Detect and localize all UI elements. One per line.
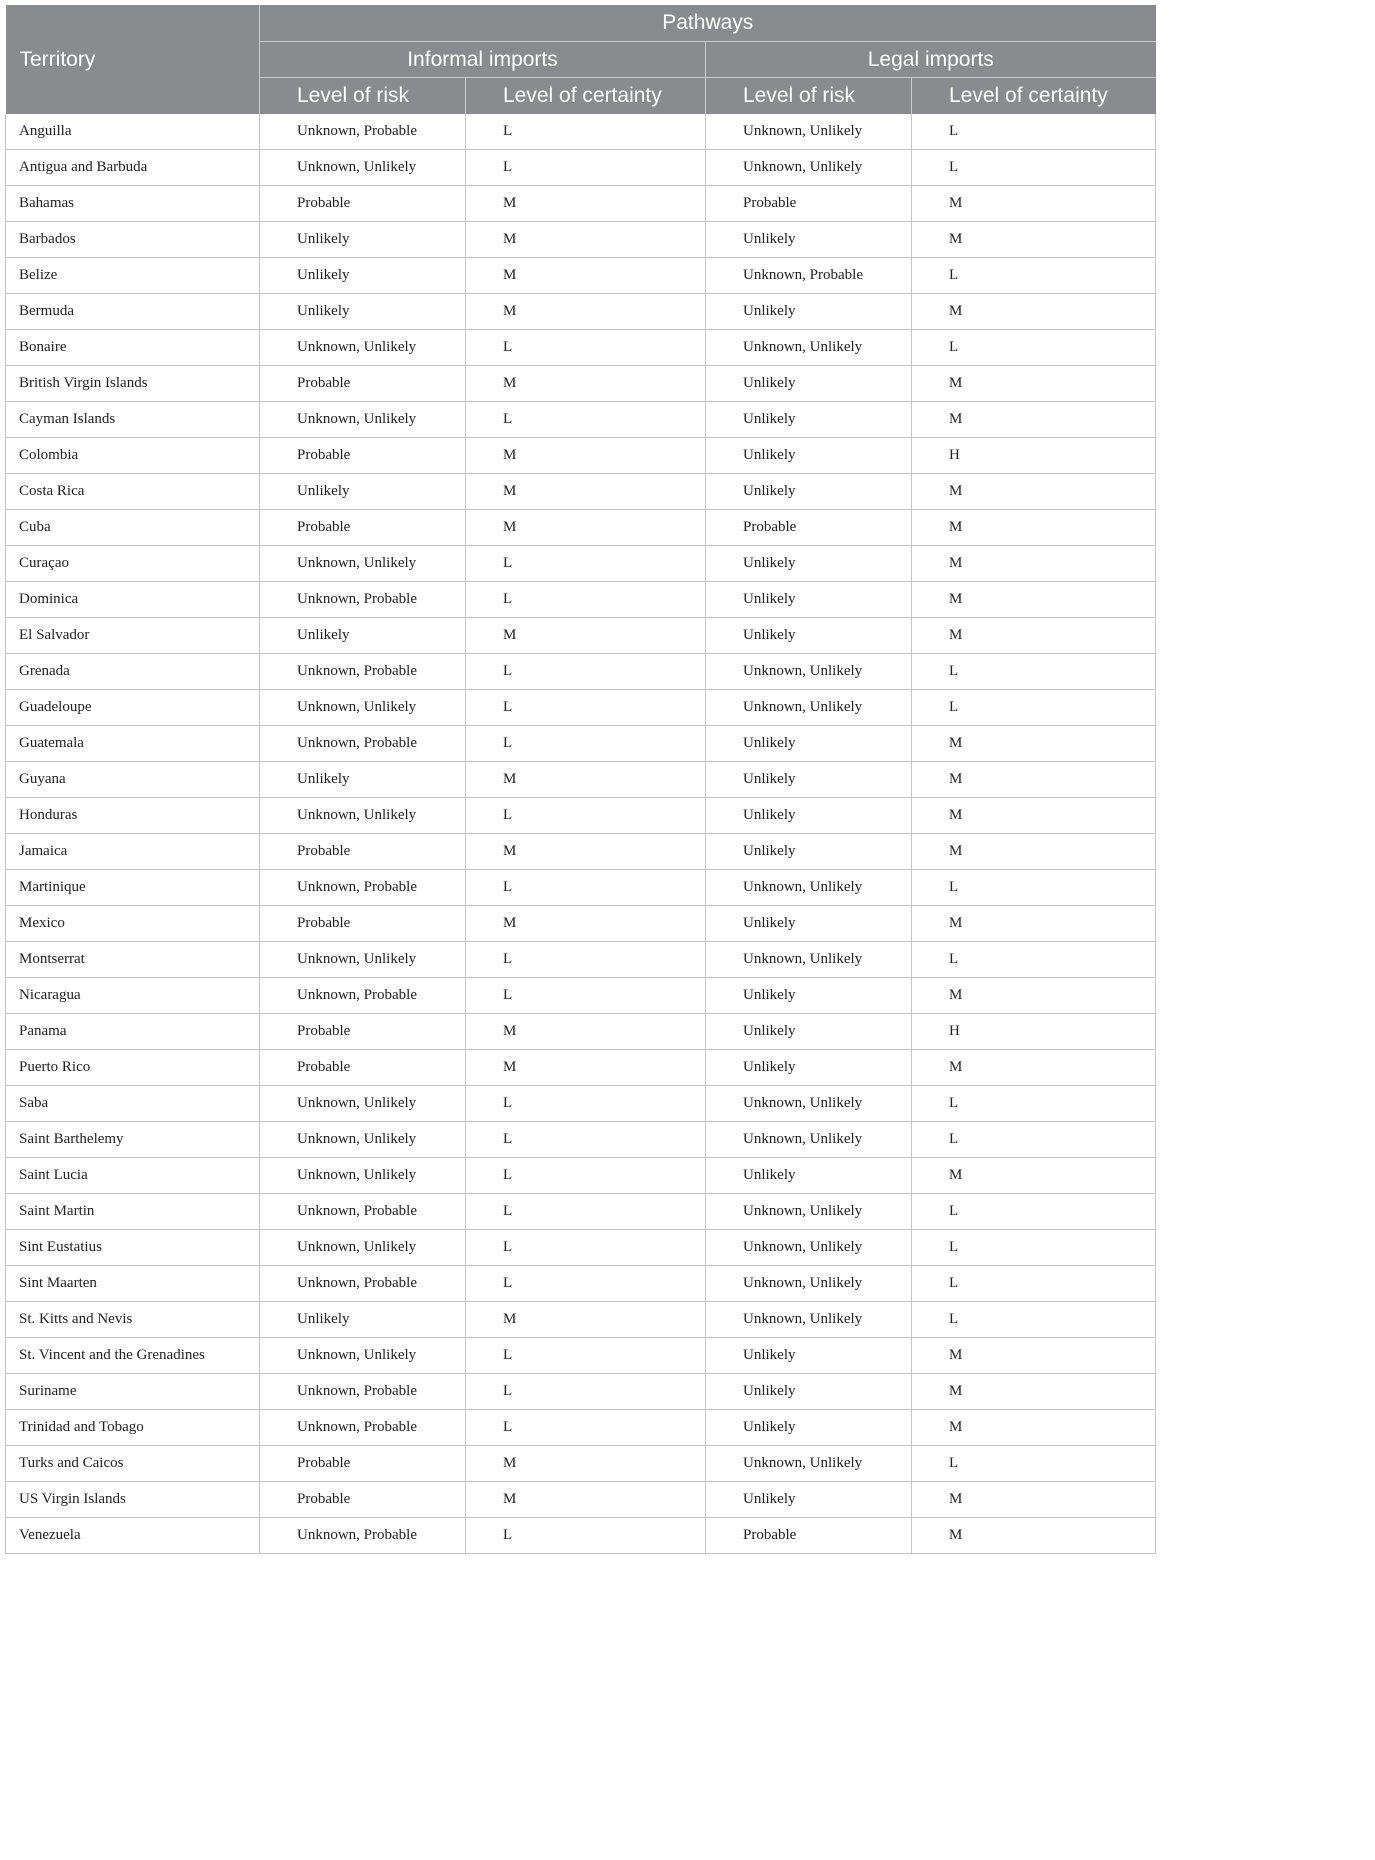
cell-informal-certainty: L: [466, 1518, 706, 1554]
cell-informal-certainty: L: [466, 690, 706, 726]
cell-territory: Turks and Caicos: [6, 1446, 260, 1482]
table-row: [6, 618, 1156, 654]
table-row: [6, 1302, 1156, 1338]
cell-legal-certainty: L: [912, 870, 1156, 906]
table-row: [6, 1230, 1156, 1266]
cell-legal-certainty: M: [912, 834, 1156, 870]
cell-legal-certainty: L: [912, 1302, 1156, 1338]
cell-legal-certainty: M: [912, 366, 1156, 402]
header-legal-imports: Legal imports: [706, 42, 1156, 78]
cell-informal-risk: Probable: [260, 834, 466, 870]
cell-legal-risk: Unlikely: [706, 906, 912, 942]
cell-legal-risk: Unknown, Unlikely: [706, 1086, 912, 1122]
table-row: [6, 834, 1156, 870]
header-legal-level-of-risk: Level of risk: [706, 78, 912, 115]
table-row: [6, 114, 1156, 150]
cell-legal-risk: Unlikely: [706, 1338, 912, 1374]
cell-legal-certainty: L: [912, 1122, 1156, 1158]
cell-informal-certainty: M: [466, 762, 706, 798]
cell-informal-risk: Unknown, Unlikely: [260, 150, 466, 186]
cell-informal-risk: Unlikely: [260, 762, 466, 798]
cell-informal-risk: Unknown, Unlikely: [260, 690, 466, 726]
cell-territory: Bermuda: [6, 294, 260, 330]
cell-legal-certainty: M: [912, 582, 1156, 618]
cell-informal-risk: Unknown, Probable: [260, 1194, 466, 1230]
cell-territory: Bahamas: [6, 186, 260, 222]
cell-legal-risk: Unknown, Unlikely: [706, 330, 912, 366]
cell-legal-certainty: H: [912, 1014, 1156, 1050]
cell-legal-certainty: M: [912, 1050, 1156, 1086]
cell-informal-certainty: L: [466, 942, 706, 978]
cell-legal-certainty: L: [912, 942, 1156, 978]
table-row: [6, 978, 1156, 1014]
cell-territory: Puerto Rico: [6, 1050, 260, 1086]
header-informal-level-of-certainty: Level of certainty: [466, 78, 706, 115]
table-row: [6, 294, 1156, 330]
cell-legal-risk: Probable: [706, 1518, 912, 1554]
cell-informal-certainty: M: [466, 222, 706, 258]
cell-legal-certainty: L: [912, 258, 1156, 294]
table-row: [6, 438, 1156, 474]
cell-legal-risk: Unknown, Unlikely: [706, 690, 912, 726]
cell-informal-risk: Unknown, Unlikely: [260, 1086, 466, 1122]
table-row: [6, 906, 1156, 942]
cell-informal-certainty: L: [466, 150, 706, 186]
cell-territory: Honduras: [6, 798, 260, 834]
cell-territory: Mexico: [6, 906, 260, 942]
cell-informal-risk: Unknown, Unlikely: [260, 798, 466, 834]
cell-legal-risk: Unknown, Unlikely: [706, 1194, 912, 1230]
cell-territory: Dominica: [6, 582, 260, 618]
cell-legal-certainty: L: [912, 1086, 1156, 1122]
cell-legal-certainty: L: [912, 654, 1156, 690]
cell-legal-risk: Unknown, Unlikely: [706, 1230, 912, 1266]
cell-legal-risk: Unlikely: [706, 1014, 912, 1050]
cell-informal-certainty: M: [466, 474, 706, 510]
cell-legal-certainty: L: [912, 330, 1156, 366]
table-row: [6, 366, 1156, 402]
cell-legal-risk: Unlikely: [706, 978, 912, 1014]
cell-legal-risk: Unlikely: [706, 222, 912, 258]
cell-territory: Belize: [6, 258, 260, 294]
table-container: [5, 5, 1155, 1554]
cell-informal-risk: Unknown, Unlikely: [260, 1158, 466, 1194]
cell-legal-risk: Unlikely: [706, 582, 912, 618]
cell-legal-risk: Unknown, Unlikely: [706, 942, 912, 978]
cell-informal-risk: Probable: [260, 906, 466, 942]
cell-territory: Panama: [6, 1014, 260, 1050]
cell-informal-certainty: M: [466, 258, 706, 294]
header-informal-imports: Informal imports: [260, 42, 706, 78]
table-row: [6, 510, 1156, 546]
cell-territory: Trinidad and Tobago: [6, 1410, 260, 1446]
header-legal-level-of-certainty: Level of certainty: [912, 78, 1156, 115]
cell-territory: Anguilla: [6, 114, 260, 150]
cell-legal-certainty: M: [912, 294, 1156, 330]
table-row: [6, 1338, 1156, 1374]
table-row: [6, 474, 1156, 510]
cell-legal-certainty: M: [912, 546, 1156, 582]
cell-legal-certainty: L: [912, 114, 1156, 150]
cell-territory: Costa Rica: [6, 474, 260, 510]
cell-informal-certainty: L: [466, 1086, 706, 1122]
table-row: [6, 1122, 1156, 1158]
cell-informal-risk: Unknown, Probable: [260, 726, 466, 762]
cell-informal-certainty: M: [466, 510, 706, 546]
cell-informal-risk: Unlikely: [260, 258, 466, 294]
cell-informal-certainty: L: [466, 1410, 706, 1446]
cell-territory: Suriname: [6, 1374, 260, 1410]
table-row: [6, 1086, 1156, 1122]
cell-legal-certainty: M: [912, 474, 1156, 510]
cell-legal-certainty: L: [912, 1194, 1156, 1230]
cell-informal-risk: Unknown, Probable: [260, 1518, 466, 1554]
cell-informal-risk: Unknown, Unlikely: [260, 330, 466, 366]
cell-legal-risk: Unlikely: [706, 798, 912, 834]
cell-informal-certainty: M: [466, 366, 706, 402]
cell-informal-certainty: M: [466, 294, 706, 330]
table-row: [6, 1410, 1156, 1446]
risk-table: [5, 5, 1156, 1554]
cell-informal-risk: Probable: [260, 1014, 466, 1050]
cell-legal-risk: Unknown, Unlikely: [706, 150, 912, 186]
cell-informal-certainty: L: [466, 1338, 706, 1374]
cell-legal-risk: Unlikely: [706, 618, 912, 654]
cell-territory: Antigua and Barbuda: [6, 150, 260, 186]
cell-informal-risk: Probable: [260, 1482, 466, 1518]
table-row: [6, 1266, 1156, 1302]
cell-informal-certainty: L: [466, 546, 706, 582]
cell-territory: St. Kitts and Nevis: [6, 1302, 260, 1338]
cell-informal-risk: Unknown, Probable: [260, 114, 466, 150]
cell-informal-risk: Unlikely: [260, 294, 466, 330]
cell-informal-risk: Unknown, Probable: [260, 870, 466, 906]
table-row: [6, 1374, 1156, 1410]
cell-informal-certainty: M: [466, 1050, 706, 1086]
table-row: [6, 402, 1156, 438]
cell-informal-certainty: M: [466, 834, 706, 870]
cell-territory: Cayman Islands: [6, 402, 260, 438]
cell-informal-risk: Unknown, Probable: [260, 654, 466, 690]
cell-informal-risk: Probable: [260, 1050, 466, 1086]
table-row: [6, 1446, 1156, 1482]
cell-informal-certainty: L: [466, 726, 706, 762]
table-row: [6, 186, 1156, 222]
cell-informal-risk: Probable: [260, 366, 466, 402]
cell-territory: Guyana: [6, 762, 260, 798]
cell-informal-risk: Unknown, Unlikely: [260, 546, 466, 582]
cell-legal-risk: Unknown, Unlikely: [706, 1266, 912, 1302]
cell-legal-risk: Unlikely: [706, 402, 912, 438]
cell-informal-certainty: L: [466, 582, 706, 618]
cell-informal-risk: Unknown, Probable: [260, 1266, 466, 1302]
cell-informal-certainty: L: [466, 1266, 706, 1302]
cell-informal-certainty: L: [466, 1158, 706, 1194]
cell-legal-certainty: L: [912, 1266, 1156, 1302]
cell-territory: US Virgin Islands: [6, 1482, 260, 1518]
cell-informal-risk: Unknown, Unlikely: [260, 1230, 466, 1266]
table-row: [6, 546, 1156, 582]
table-row: [6, 798, 1156, 834]
cell-legal-certainty: M: [912, 978, 1156, 1014]
cell-informal-risk: Unknown, Unlikely: [260, 1338, 466, 1374]
cell-legal-risk: Probable: [706, 510, 912, 546]
cell-legal-risk: Unlikely: [706, 834, 912, 870]
table-row: [6, 582, 1156, 618]
cell-legal-risk: Unlikely: [706, 1374, 912, 1410]
cell-informal-certainty: M: [466, 1446, 706, 1482]
cell-informal-risk: Unknown, Probable: [260, 1374, 466, 1410]
cell-informal-risk: Unknown, Unlikely: [260, 1122, 466, 1158]
cell-informal-risk: Unknown, Probable: [260, 978, 466, 1014]
cell-territory: Montserrat: [6, 942, 260, 978]
table-row: [6, 762, 1156, 798]
cell-legal-certainty: L: [912, 1230, 1156, 1266]
cell-informal-certainty: L: [466, 1194, 706, 1230]
cell-legal-risk: Unlikely: [706, 1410, 912, 1446]
cell-territory: El Salvador: [6, 618, 260, 654]
cell-informal-certainty: M: [466, 186, 706, 222]
cell-informal-certainty: L: [466, 654, 706, 690]
cell-informal-risk: Probable: [260, 186, 466, 222]
cell-legal-risk: Unlikely: [706, 1482, 912, 1518]
cell-legal-certainty: M: [912, 402, 1156, 438]
cell-informal-certainty: M: [466, 1302, 706, 1338]
cell-territory: Barbados: [6, 222, 260, 258]
cell-informal-certainty: L: [466, 1374, 706, 1410]
cell-informal-risk: Unknown, Unlikely: [260, 942, 466, 978]
cell-legal-certainty: M: [912, 1338, 1156, 1374]
table-row: [6, 150, 1156, 186]
cell-informal-certainty: L: [466, 978, 706, 1014]
cell-legal-certainty: L: [912, 690, 1156, 726]
cell-legal-certainty: M: [912, 1482, 1156, 1518]
cell-informal-certainty: M: [466, 618, 706, 654]
cell-legal-risk: Unlikely: [706, 294, 912, 330]
cell-territory: Jamaica: [6, 834, 260, 870]
table-row: [6, 690, 1156, 726]
cell-legal-certainty: M: [912, 762, 1156, 798]
cell-legal-risk: Unlikely: [706, 438, 912, 474]
header-pathways: Pathways: [260, 5, 1156, 42]
cell-informal-risk: Unknown, Probable: [260, 582, 466, 618]
cell-legal-risk: Unknown, Unlikely: [706, 1122, 912, 1158]
cell-territory: Guadeloupe: [6, 690, 260, 726]
cell-informal-risk: Unknown, Probable: [260, 1410, 466, 1446]
cell-legal-certainty: H: [912, 438, 1156, 474]
cell-informal-risk: Unlikely: [260, 222, 466, 258]
cell-informal-certainty: M: [466, 1014, 706, 1050]
cell-informal-certainty: L: [466, 1122, 706, 1158]
cell-territory: Cuba: [6, 510, 260, 546]
cell-legal-certainty: M: [912, 798, 1156, 834]
cell-legal-certainty: M: [912, 222, 1156, 258]
table-row: [6, 726, 1156, 762]
cell-territory: Saint Lucia: [6, 1158, 260, 1194]
cell-informal-certainty: L: [466, 402, 706, 438]
cell-informal-certainty: M: [466, 906, 706, 942]
cell-legal-risk: Unlikely: [706, 474, 912, 510]
cell-territory: Colombia: [6, 438, 260, 474]
cell-legal-certainty: M: [912, 186, 1156, 222]
cell-informal-risk: Probable: [260, 510, 466, 546]
cell-informal-certainty: L: [466, 330, 706, 366]
cell-legal-certainty: L: [912, 150, 1156, 186]
cell-informal-risk: Unlikely: [260, 474, 466, 510]
cell-territory: Saba: [6, 1086, 260, 1122]
table-header: [6, 5, 1156, 114]
table-row: [6, 258, 1156, 294]
table-row: [6, 1050, 1156, 1086]
cell-legal-certainty: M: [912, 726, 1156, 762]
table-row: [6, 222, 1156, 258]
cell-informal-risk: Unlikely: [260, 1302, 466, 1338]
cell-territory: Nicaragua: [6, 978, 260, 1014]
table-row: [6, 1482, 1156, 1518]
cell-informal-certainty: L: [466, 114, 706, 150]
cell-territory: Saint Martin: [6, 1194, 260, 1230]
cell-informal-risk: Unlikely: [260, 618, 466, 654]
table-row: [6, 870, 1156, 906]
cell-legal-certainty: M: [912, 618, 1156, 654]
cell-territory: Venezuela: [6, 1518, 260, 1554]
cell-legal-certainty: M: [912, 1410, 1156, 1446]
cell-legal-certainty: M: [912, 510, 1156, 546]
table-row: [6, 1518, 1156, 1554]
cell-informal-certainty: M: [466, 438, 706, 474]
cell-legal-certainty: M: [912, 906, 1156, 942]
cell-territory: Sint Eustatius: [6, 1230, 260, 1266]
cell-legal-risk: Unlikely: [706, 1158, 912, 1194]
cell-territory: Bonaire: [6, 330, 260, 366]
table-row: [6, 1158, 1156, 1194]
cell-legal-risk: Unlikely: [706, 546, 912, 582]
table-row: [6, 1014, 1156, 1050]
table-body: [6, 114, 1156, 1554]
cell-informal-risk: Probable: [260, 438, 466, 474]
cell-legal-risk: Unknown, Probable: [706, 258, 912, 294]
table-row: [6, 942, 1156, 978]
cell-territory: Grenada: [6, 654, 260, 690]
cell-informal-certainty: L: [466, 870, 706, 906]
cell-legal-risk: Unknown, Unlikely: [706, 654, 912, 690]
cell-territory: British Virgin Islands: [6, 366, 260, 402]
cell-informal-certainty: L: [466, 1230, 706, 1266]
header-informal-level-of-risk: Level of risk: [260, 78, 466, 115]
cell-informal-risk: Probable: [260, 1446, 466, 1482]
cell-informal-risk: Unknown, Unlikely: [260, 402, 466, 438]
cell-territory: Guatemala: [6, 726, 260, 762]
table-row: [6, 330, 1156, 366]
cell-territory: Saint Barthelemy: [6, 1122, 260, 1158]
cell-legal-risk: Unlikely: [706, 726, 912, 762]
cell-informal-certainty: M: [466, 1482, 706, 1518]
cell-territory: Curaçao: [6, 546, 260, 582]
cell-legal-risk: Unknown, Unlikely: [706, 114, 912, 150]
cell-legal-risk: Unlikely: [706, 1050, 912, 1086]
cell-legal-risk: Unknown, Unlikely: [706, 870, 912, 906]
cell-informal-certainty: L: [466, 798, 706, 834]
cell-legal-certainty: M: [912, 1374, 1156, 1410]
table-row: [6, 654, 1156, 690]
cell-legal-certainty: M: [912, 1518, 1156, 1554]
header-territory: Territory: [6, 5, 260, 114]
cell-legal-risk: Unknown, Unlikely: [706, 1446, 912, 1482]
cell-legal-certainty: M: [912, 1158, 1156, 1194]
cell-legal-risk: Unlikely: [706, 366, 912, 402]
cell-legal-risk: Unlikely: [706, 762, 912, 798]
cell-territory: Sint Maarten: [6, 1266, 260, 1302]
cell-territory: St. Vincent and the Grenadines: [6, 1338, 260, 1374]
table-row: [6, 1194, 1156, 1230]
cell-legal-risk: Unknown, Unlikely: [706, 1302, 912, 1338]
cell-legal-risk: Probable: [706, 186, 912, 222]
cell-territory: Martinique: [6, 870, 260, 906]
cell-legal-certainty: L: [912, 1446, 1156, 1482]
